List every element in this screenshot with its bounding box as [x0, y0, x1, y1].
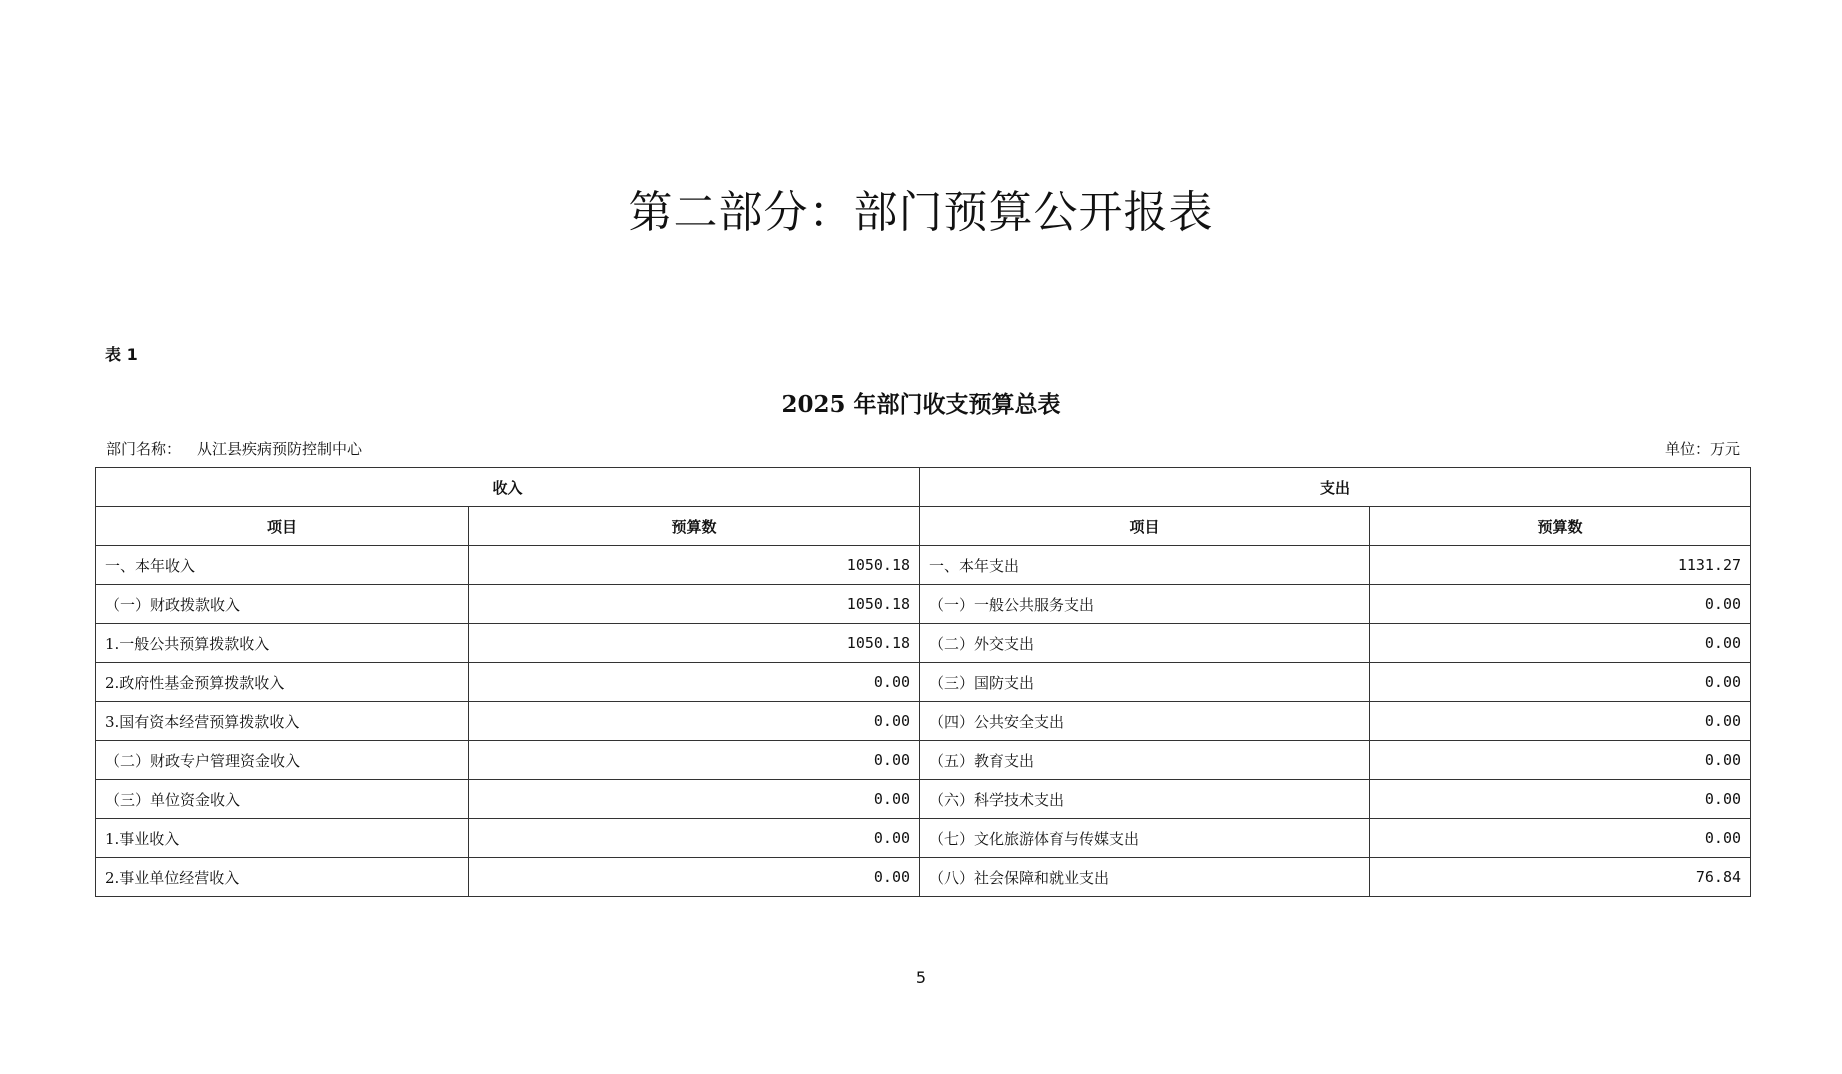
table-row: [96, 819, 1751, 858]
budget-summary-table: [95, 467, 1751, 897]
page-number: 5: [915, 968, 927, 987]
expense-amount: 76.84: [1370, 858, 1751, 897]
department-name: 从江县疾病预防控制中心: [197, 440, 363, 458]
income-item: 2.事业单位经营收入: [96, 858, 469, 897]
group-header-row: [96, 468, 1751, 507]
expense-item: （七）文化旅游体育与传媒支出: [920, 819, 1370, 858]
expense-item: （八）社会保障和就业支出: [920, 858, 1370, 897]
income-amount: 1050.18: [469, 546, 920, 585]
income-item: （二）财政专户管理资金收入: [96, 741, 469, 780]
expense-amount: 1131.27: [1370, 546, 1751, 585]
table-row: [96, 702, 1751, 741]
table-row: [96, 741, 1751, 780]
income-item-header: 项目: [96, 507, 469, 546]
income-group-header: 收入: [96, 468, 920, 507]
expense-group-header: 支出: [920, 468, 1751, 507]
table-row: [96, 663, 1751, 702]
income-item: 2.政府性基金预算拨款收入: [96, 663, 469, 702]
income-amount: 0.00: [469, 702, 920, 741]
expense-item: （二）外交支出: [920, 624, 1370, 663]
expense-item: （四）公共安全支出: [920, 702, 1370, 741]
expense-item: （六）科学技术支出: [920, 780, 1370, 819]
expense-amount: 0.00: [1370, 624, 1751, 663]
income-item: 一、本年收入: [96, 546, 469, 585]
income-item: 1.一般公共预算拨款收入: [96, 624, 469, 663]
table-row: [96, 546, 1751, 585]
expense-amount: 0.00: [1370, 780, 1751, 819]
column-header-row: [96, 507, 1751, 546]
income-amount: 0.00: [469, 741, 920, 780]
income-amount: 0.00: [469, 858, 920, 897]
income-item: （一）财政拨款收入: [96, 585, 469, 624]
table-number: 表 1: [105, 345, 138, 364]
expense-amount: 0.00: [1370, 702, 1751, 741]
income-item: 1.事业收入: [96, 819, 469, 858]
expense-amount: 0.00: [1370, 663, 1751, 702]
expense-item-header: 项目: [920, 507, 1370, 546]
expense-amount: 0.00: [1370, 741, 1751, 780]
expense-item: （五）教育支出: [920, 741, 1370, 780]
income-amount-header: 预算数: [469, 507, 920, 546]
expense-item: （三）国防支出: [920, 663, 1370, 702]
table-row: [96, 624, 1751, 663]
expense-item: 一、本年支出: [920, 546, 1370, 585]
income-amount: 0.00: [469, 780, 920, 819]
table-row: [96, 585, 1751, 624]
expense-amount: 0.00: [1370, 819, 1751, 858]
income-amount: 0.00: [469, 663, 920, 702]
income-amount: 0.00: [469, 819, 920, 858]
page-title: 第二部分：部门预算公开报表: [628, 187, 1214, 238]
income-amount: 1050.18: [469, 624, 920, 663]
income-amount: 1050.18: [469, 585, 920, 624]
expense-amount-header: 预算数: [1370, 507, 1751, 546]
expense-amount: 0.00: [1370, 585, 1751, 624]
income-item: （三）单位资金收入: [96, 780, 469, 819]
expense-item: （一）一般公共服务支出: [920, 585, 1370, 624]
department-line: [106, 438, 362, 459]
table-row: [96, 858, 1751, 897]
income-item: 3.国有资本经营预算拨款收入: [96, 702, 469, 741]
department-label: 部门名称：: [106, 440, 182, 458]
table-row: [96, 780, 1751, 819]
table-title: 2025 年部门收支预算总表: [781, 391, 1061, 418]
unit-label: 单位：万元: [1664, 440, 1740, 458]
